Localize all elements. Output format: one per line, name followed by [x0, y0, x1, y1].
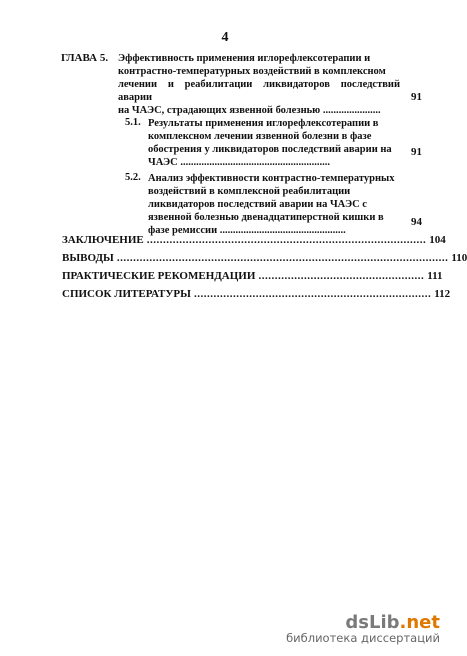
section-title-line: воздействий в комплексной реабилитации	[148, 186, 351, 197]
section-title-line: обострения у ликвидаторов последствий аварии на	[148, 144, 392, 155]
section-title-line: Результаты применения иглорефлексотерапии в	[148, 118, 379, 129]
toc-entry-page: 110	[451, 252, 467, 264]
chapter-title-line: Эффективность применения иглорефлексотерапии и	[118, 53, 371, 64]
toc-entry-findings[interactable]	[62, 251, 467, 265]
chapter-title	[118, 52, 400, 117]
toc-entry-page: 111	[427, 270, 443, 282]
chapter-label: ГЛАВА 5.	[61, 52, 109, 64]
toc-entry-label: СПИСОК ЛИТЕРАТУРЫ	[62, 288, 191, 300]
section-title-line: язвенной болезнью двенадцатиперстной кишки в	[148, 212, 384, 223]
section-number: 5.2.	[125, 172, 141, 183]
section-title-line: Анализ эффективности контрастно-температурных	[148, 173, 395, 184]
toc-entry-label: ЗАКЛЮЧЕНИЕ	[62, 234, 144, 246]
section-page: 91	[411, 146, 422, 158]
watermark	[286, 612, 440, 645]
watermark-logo	[286, 612, 440, 633]
section-title-line: фазе ремиссии ................................................	[148, 225, 346, 236]
toc-entry-recommendations[interactable]	[62, 269, 443, 283]
chapter-title-line: лечении и реабилитации ликвидаторов последствий аварии	[118, 79, 400, 103]
page-number: 4	[221, 30, 229, 45]
toc-leader-dots: ......................................................................................	[146, 234, 427, 246]
section-title-line: комплексном лечении язвенной болезни в фазе	[148, 131, 372, 142]
toc-entry-label: ПРАКТИЧЕСКИЕ РЕКОМЕНДАЦИИ	[62, 270, 256, 282]
watermark-brand-suffix: .net	[399, 612, 440, 633]
toc-leader-dots: .........................................................................	[193, 288, 432, 300]
section-title-line: ЧАЭС .........................................................	[148, 157, 330, 168]
toc-entry-page: 104	[429, 234, 446, 246]
toc-entry-references[interactable]	[62, 287, 451, 301]
section-page: 94	[411, 216, 422, 228]
section-title-line: ликвидаторов последствий аварии на ЧАЭС с	[148, 199, 367, 210]
chapter-page: 91	[411, 91, 422, 103]
toc-leader-dots: ...................................................	[258, 270, 425, 282]
toc-entry-label: ВЫВОДЫ	[62, 252, 114, 264]
chapter-title-line: на ЧАЭС, страдающих язвенной болезнью ......................	[118, 105, 381, 116]
toc-entry-conclusion[interactable]	[62, 233, 446, 247]
toc-leader-dots: ......................................................................................................	[116, 252, 449, 264]
watermark-tagline: библиотека диссертаций	[286, 631, 440, 645]
watermark-brand-prefix: dsLib	[345, 612, 400, 633]
toc-entry-page: 112	[434, 288, 451, 300]
section-title	[148, 172, 398, 237]
section-number: 5.1.	[125, 117, 141, 128]
chapter-title-line: контрастно-температурных воздействий в комплексном	[118, 66, 386, 77]
section-title	[148, 117, 398, 169]
